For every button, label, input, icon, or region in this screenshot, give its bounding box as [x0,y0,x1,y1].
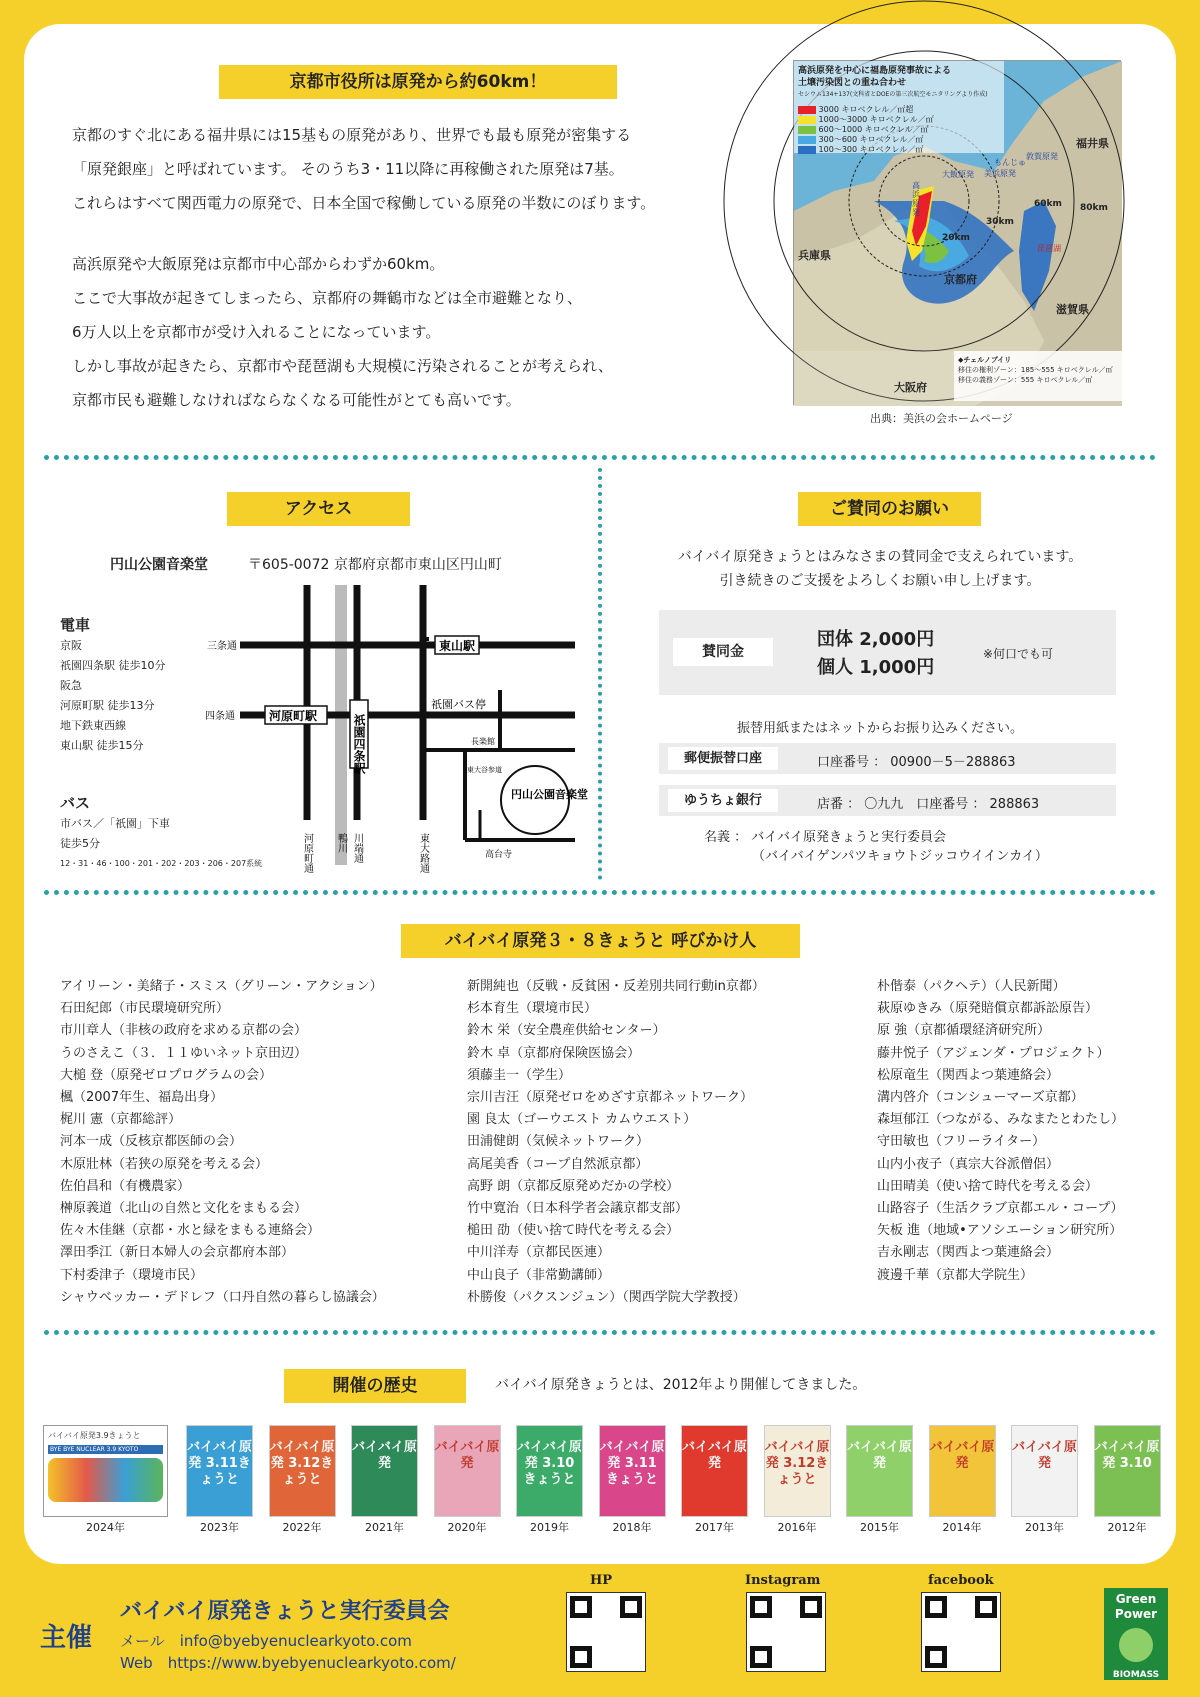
fee-amounts [817,626,934,682]
legend-swatch [798,106,816,114]
support-intro-line2: 引き続きのご支援をよろしくお願い申し上げます。 [719,573,1041,589]
train-info [60,614,166,756]
train-station: 祇園四条駅 徒歩10分 [60,659,166,672]
caller-name: 佐々木佳継（京都・水と緑をまもる連絡会） [60,1223,321,1239]
caller-name: 溝内啓介（コンシューマーズ京都） [877,1090,1084,1106]
account-holder-kana: （バイバイゲンパツキョウトジッコウイインカイ） [752,849,1048,864]
train-station: 河原町駅 徒歩13分 [60,699,155,712]
history-poster [269,1425,336,1517]
legend-row [798,145,934,155]
caller-name: 田浦健朗（気候ネットワーク） [467,1134,650,1150]
sanjo-label: 三条通 [207,641,237,652]
caller-name: 森垣郁江（つながる、みなまたとわたし） [877,1112,1125,1128]
legend-swatch [798,116,816,124]
text-line: 京都市民も避難しなければならなくなる可能性がとても高いです。 [72,391,521,409]
divider-1 [44,455,1156,460]
bus-title: バス [60,794,91,812]
caller-name: うのさえこ（３．１１ゆいネット京田辺） [60,1045,308,1061]
map-label-fukui: 福井県 [1076,137,1109,150]
caller-name: 山内小夜子（真宗大谷派僧侶） [877,1156,1060,1172]
caller-name: 河本一成（反核京都医師の会） [60,1134,243,1150]
caller-name: 松原竜生（関西よつ葉連絡会） [877,1067,1060,1083]
chernobyl-zone1: 移住の権利ゾーン：185〜555 キロベクレル／㎡ [958,366,1113,374]
legend-swatch [798,126,816,134]
map-label-kyoto: 京都府 [944,273,977,286]
caller-name: 山路容子（生活クラブ京都エル・コープ） [877,1201,1124,1217]
caller-name: 大槌 登（原発ゼロプログラムの会） [60,1067,273,1083]
section-header-access: アクセス [227,492,410,526]
poster-title: バイバイ原発 3.11きょうと [187,1440,252,1487]
history-poster [1094,1425,1161,1517]
poster-title: バイバイ原発 3.10 きょうと [517,1440,582,1487]
legend-swatch [798,136,816,144]
map-title-line1: 高浜原発を中心に福島原発事故による [798,66,952,76]
host-label: 主催 [40,1623,93,1653]
contamination-map [793,60,1121,405]
postal-account: 口座番号 ： 00900－5－288863 [817,755,1016,770]
shijo-label: 四条通 [205,711,235,722]
history-poster [599,1425,666,1517]
contact-email[interactable]: メール info@byebyenuclearkyoto.com [120,1632,412,1650]
legend-row [798,125,934,135]
venue-name: 円山公園音楽堂 [110,557,208,573]
kodaiji-label: 高台寺 [485,850,513,860]
caller-name: 下村委津子（環境市民） [60,1267,204,1283]
caller-name: 萩原ゆきみ（原発賠償京都訴訟原告） [877,1001,1099,1017]
transfer-note: 振替用紙またはネットからお振り込みください。 [736,721,1023,736]
history-poster [186,1425,253,1517]
poster-year: 2016年 [777,1521,817,1534]
legend-row [798,135,934,145]
map-label-mihama: 美浜原発 [984,169,1016,178]
map-label-osaka: 大阪府 [894,381,927,394]
poster-year: 2014年 [942,1521,982,1534]
callers-column-1 [60,976,385,1309]
map-credit: 出典：美浜の会ホームページ [870,412,1013,425]
divider-vertical [598,468,602,880]
bus-routes: 12・31・46・100・201・202・203・206・207系統 [60,859,263,868]
map-label-biwako: 琵琶湖 [1037,244,1061,253]
section-header-callers: バイバイ原発３・８きょうと 呼びかけ人 [401,924,800,958]
history-poster [351,1425,418,1517]
section-header-distance: 京都市役所は原発から約60km！ [219,65,617,99]
poster-year: 2017年 [695,1521,734,1534]
caller-name: 吉永剛志（関西よつ葉連絡会） [877,1245,1060,1261]
caller-name: シャウベッカー・デドレフ（口丹自然の暮らし協議会） [60,1289,385,1305]
train-line: 地下鉄東西線 [60,719,126,732]
caller-name: アイリーン・美緒子・スミス（グリーン・アクション） [60,979,383,994]
train-line: 京阪 [60,639,82,652]
instagram-qr-code[interactable] [746,1592,826,1672]
caller-name: 朴勝俊（パクスンジュン）（関西学院大学教授） [467,1289,746,1305]
caller-name: 槌田 劭（使い捨て時代を考える会） [467,1223,680,1239]
venue-map-label: 円山公園音楽堂 [511,788,588,801]
divider-3 [44,1330,1156,1335]
chorakukan-label: 長楽館 [471,737,495,746]
gion-station-label: 祇園四条駅 [352,714,366,774]
poster-subtitle: BYE BYE NUCLEAR 3.9 KYOTO [48,1445,163,1454]
poster-title: バイバイ原発 [1012,1440,1077,1471]
caller-name: 市川章人（非核の政府を求める京都の会） [60,1023,308,1039]
map-label-shiga: 滋賀県 [1056,303,1089,316]
intro-paragraph-2 [72,247,772,417]
poster-title: バイバイ原発 [929,1440,995,1471]
text-line: これらはすべて関西電力の原発で、日本全国で稼働している原発の半数にのぼります。 [72,194,656,212]
bus-walk: 徒歩5分 [60,837,100,850]
poster-title: バイバイ原発 [434,1440,500,1471]
caller-name: 宗川吉汪（原発ゼロをめざす京都ネットワーク） [467,1090,754,1106]
legend-swatch [798,146,816,154]
facebook-qr-code[interactable] [921,1592,1001,1672]
bank-account: 店番 ： 〇九九 口座番号 ： 288863 [817,797,1040,812]
website-link[interactable]: Web https://www.byebyenuclearkyoto.com/ [120,1654,456,1672]
facebook-label: facebook [928,1573,994,1588]
caller-name: 高野 朗（京都反原発めだかの学校） [467,1178,680,1194]
map-note: セシウム134+137(文科省とDOEの第三次航空モニタリングより作成) [798,91,988,98]
kawabata-street-label: 川端通 [351,833,363,863]
green-power-badge [1104,1588,1168,1680]
history-poster [846,1425,913,1517]
poster-title: バイバイ原発 3.12きょうと [269,1440,335,1487]
poster-year: 2013年 [1025,1521,1064,1534]
chernobyl-zone2: 移住の義務ゾーン：555 キロベクレル／㎡ [958,376,1093,384]
kawaramachi-street-label: 河原町通 [301,833,313,873]
caller-name: 新開純也（反戦・反貧困・反差別共同行動in京都） [467,979,765,994]
poster-year: 2019年 [530,1521,569,1534]
poster-illustration [48,1458,163,1502]
legend-label: 300〜600 キロベクレル／㎡ [818,135,924,144]
caller-name: 鈴木 栄（安全農産供給センター） [467,1023,666,1039]
higashioji-street-label: 東大路通 [417,833,429,873]
caller-name: 中山良子（非常勤講師） [467,1267,611,1283]
caller-name: 藤井悦子（アジェンダ・プロジェクト） [877,1045,1110,1061]
caller-name: 矢板 進（地域•アソシエーション研究所） [877,1223,1123,1239]
badge-text-power: Power [1114,1607,1158,1621]
map-label-oi: 大飯原発 [942,170,974,179]
history-poster [434,1425,501,1517]
poster-title: バイバイ原発 [682,1440,747,1471]
text-line: 高浜原発や大飯原発は京都市中心部からわずか60km。 [72,255,445,273]
caller-name: 須藤圭一（学生） [467,1067,572,1083]
map-label-monju: もんじゅ [994,158,1026,167]
caller-name: 園 良太（ゴーウエスト カムウエスト） [467,1112,697,1128]
poster-title: バイバイ原発 [847,1440,912,1471]
poster-year: 2020年 [447,1521,487,1534]
bank-label: ゆうちょ銀行 [668,789,778,812]
caller-name: 榊原義道（北山の自然と文化をまもる会） [60,1201,308,1217]
fee-note: ※何口でも可 [983,647,1054,661]
caller-name: 朴偕泰（パクヘテ）（人民新聞） [877,979,1066,994]
caller-name: 高尾美香（コープ自然派京都） [467,1156,649,1172]
caller-name: 中川洋寿（京都民医連） [467,1245,611,1261]
map-label-20km: 20km [942,233,970,243]
section-header-support: ご賛同のお願い [798,492,981,526]
fee-individual: 個人 1,000円 [817,657,935,678]
instagram-label: Instagram [745,1573,821,1588]
caller-name: 梶川 憲（京都総評） [60,1112,182,1128]
access-map [195,580,588,873]
poster-year: 2012年 [1107,1521,1147,1534]
organizer-name: バイバイ原発きょうと実行委員会 [120,1599,450,1624]
support-intro [620,545,1140,593]
caller-name: 佐伯昌和（有機農家） [60,1178,191,1194]
history-poster [516,1425,583,1517]
caller-name: 澤田季江（新日本婦人の会京都府本部） [60,1245,295,1261]
hp-label: HP [590,1573,613,1588]
train-line: 阪急 [60,679,82,692]
caller-name: 渡邊千華（京都大学院生） [877,1267,1034,1283]
text-line: 京都のすぐ北にある福井県には15基もの原発があり、世界でも最も原発が密集する [72,126,632,144]
caller-name: 木原壯林（若狭の原発を考える会） [60,1156,269,1172]
section-header-history: 開催の歴史 [284,1369,466,1403]
chernobyl-title: ◆チェルノブイリ [958,356,1012,364]
history-poster [43,1425,168,1517]
poster-title: バイバイ原発 3.10 [1094,1440,1160,1471]
history-poster [681,1425,748,1517]
account-holder-name: 名義 ： バイバイ原発きょうと実行委員会 [704,830,947,845]
intro-paragraph-1 [72,118,772,220]
poster-year: 2024年 [86,1521,125,1534]
history-poster [929,1425,996,1517]
map-label-60km: 60km [1034,199,1062,209]
venue-address: 〒605-0072 京都府京都市東山区円山町 [248,557,502,573]
chernobyl-box [958,355,1113,385]
legend-label: 3000 キロベクレル／㎡超 [818,105,914,114]
history-poster [764,1425,831,1517]
poster-title: バイバイ原発 3.11 きょうと [599,1440,665,1487]
higashiyama-station-label: 東山駅 [439,639,476,653]
account-holder [704,828,1048,866]
fee-group: 団体 2,000円 [817,629,935,650]
kamogawa-label: 鴨川 [335,833,347,853]
text-line: ここで大事故が起きてしまったら、京都府の舞鶴市などは全市避難となり、 [72,289,583,307]
map-label-80km: 80km [1080,203,1108,213]
train-station: 東山駅 徒歩15分 [60,739,144,752]
text-line: 6万人以上を京都市が受け入れることになっています。 [72,323,441,341]
kamogawa-river [335,585,347,865]
caller-name: 守田敏也（フリーライター） [877,1134,1046,1150]
callers-column-2 [467,976,765,1309]
legend-label: 600〜1000 キロベクレル／㎡ [818,125,929,134]
caller-name: 杉本育生（環境市民） [467,1001,598,1017]
gion-bus-stop-label: 祇園バス停 [431,698,486,711]
caller-name: 原 強（京都循環経済研究所） [877,1023,1051,1039]
postal-label: 郵便振替口座 [668,747,778,770]
train-title: 電車 [60,616,91,634]
badge-text-biomass: BIOMASS [1112,1670,1160,1680]
caller-name: 竹中寛治（日本科学者会議京都支部） [467,1201,689,1217]
map-title-line2: 土壌汚染図との重ね合わせ [798,78,907,88]
callers-column-3 [877,976,1124,1287]
history-intro: バイバイ原発きょうとは、2012年より開催してきました。 [495,1377,867,1393]
support-intro-line1: バイバイ原発きょうとはみなさまの賛同金で支えられています。 [677,549,1083,565]
map-label-30km: 30km [986,217,1014,227]
poster-title: バイバイ原発3.9きょうと [48,1431,141,1440]
poster-year: 2018年 [612,1521,652,1534]
map-label-takahama: 高浜原発 [912,181,920,217]
kawaramachi-station-label: 河原町駅 [269,709,318,723]
divider-2 [44,890,1156,895]
map-title [798,65,988,101]
biomass-icon [1119,1628,1153,1662]
caller-name: 楓（2007年生、福島出身） [60,1090,224,1106]
text-line: しかし事故が起きたら、京都市や琵琶湖も大規模に汚染されることが考えられ、 [72,357,613,375]
legend-label: 100〜300 キロベクレル／㎡ [818,145,924,154]
map-legend [798,105,934,155]
caller-name: 鈴木 卓（京都府保険医協会） [467,1045,641,1061]
fee-label: 賛同金 [673,638,773,666]
poster-year: 2021年 [365,1521,404,1534]
poster-title: バイバイ原発 3.12きょうと [764,1440,830,1487]
poster-year: 2015年 [860,1521,899,1534]
legend-row [798,115,934,125]
caller-name: 石田紀郎（市民環境研究所） [60,1001,230,1017]
legend-row [798,105,934,115]
poster-year: 2022年 [282,1521,322,1534]
caller-name: 山田晴美（使い捨て時代を考える会） [877,1178,1099,1194]
badge-text-green: Green [1115,1592,1157,1606]
history-poster [1011,1425,1078,1517]
legend-label: 1000〜3000 キロベクレル／㎡ [818,115,934,124]
text-line: 「原発銀座」と呼ばれています。 そのうち3・11以降に再稼働された原発は7基。 [72,160,624,178]
higashiotani-label: 東大谷参道 [467,766,502,774]
poster-title: バイバイ原発 [352,1440,417,1471]
map-label-tsuruga: 敦賀原発 [1026,152,1058,161]
map-label-hyogo: 兵庫県 [798,249,831,262]
poster-year: 2023年 [200,1521,239,1534]
bus-stop: 市バス／「祇園」下車 [60,817,170,830]
hp-qr-code[interactable] [566,1592,646,1672]
